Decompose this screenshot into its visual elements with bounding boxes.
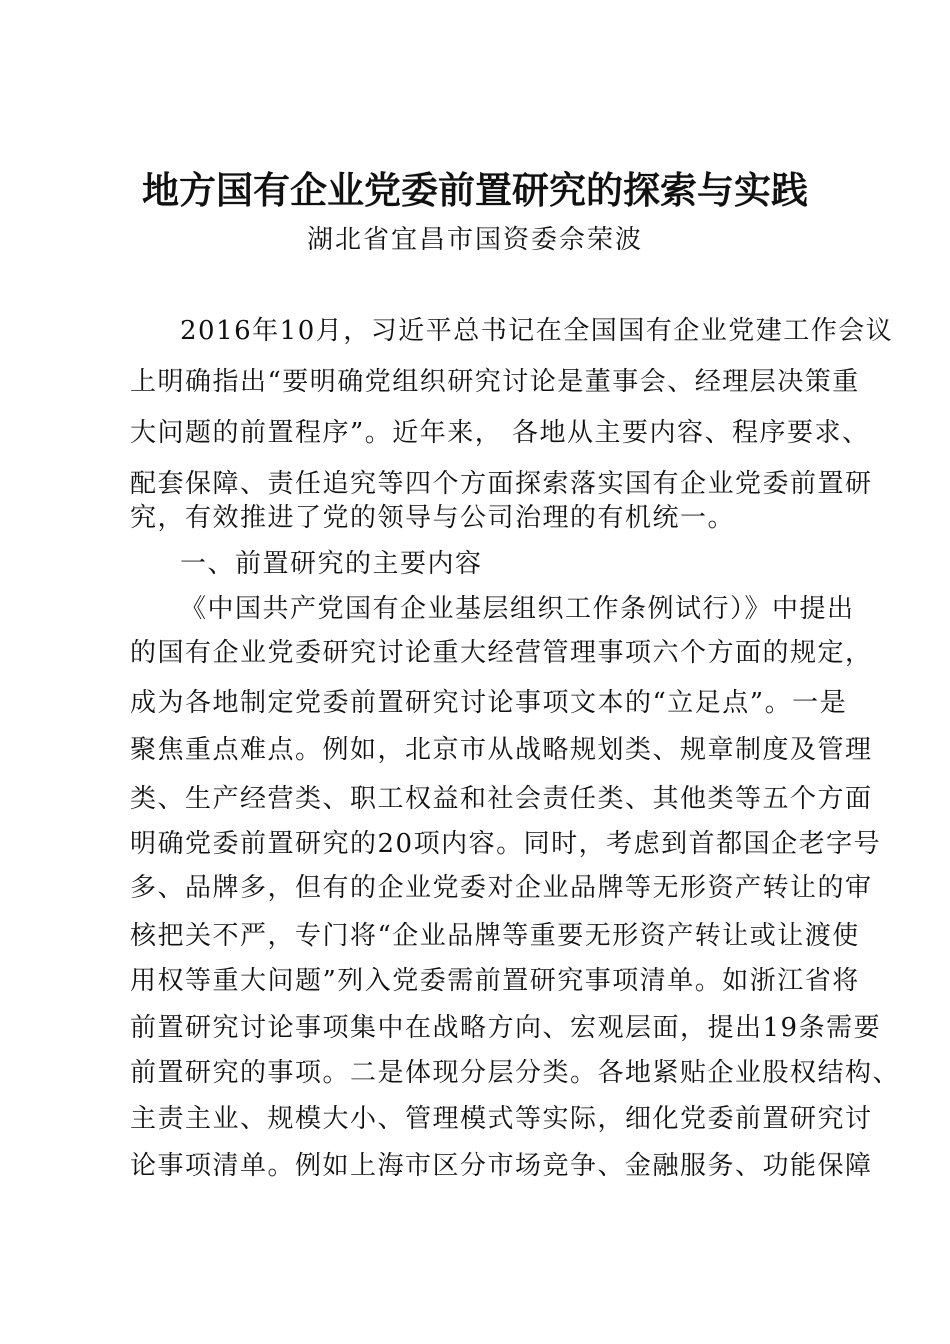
text-line: 主责主业、规模大小、管理模式等实际，细化党委前置研究讨 [130,1104,873,1134]
text-line: 多、品牌多，但有的企业党委对企业品牌等无形资产转让的审 [130,873,873,903]
text-line: 究，有效推进了党的领导与公司治理的有机统一。 [130,503,736,533]
text-line: 的国有企业党委研究讨论重大经营管理事项六个方面的规定， [130,638,873,668]
document-title: 地方国有企业党委前置研究的探索与实践 [142,168,808,212]
text-line: 成为各地制定党委前置研究讨论事项文本的“立足点”。一是 [130,688,848,718]
document-author: 湖北省宜昌市国资委佘荣波 [306,225,643,255]
text-line: 用权等重大问题”列入党委需前置研究事项清单。如浙江省将 [130,966,860,996]
text-line: 大问题的前置程序”。近年来， 各地从主要内容、程序要求、 [130,418,870,448]
text-line: 上明确指出“要明确党组织研究讨论是董事会、经理层决策重 [130,367,860,397]
text-line: 前置研究的事项。二是体现分层分类。各地紧贴企业股权结构、 [130,1058,901,1088]
text-line: 配套保障、责任追究等四个方面探索落实国有企业党委前置研 [130,469,873,499]
text-line: 论事项清单。例如上海市区分市场竞争、金融服务、功能保障 [130,1151,873,1181]
section-heading: 一、前置研究的主要内容 [180,549,483,579]
text-line: 聚焦重点难点。例如，北京市从战略规划类、规章制度及管理 [130,735,873,765]
text-line: 《中国共产党国有企业基层组织工作条例试行）》中提出 [180,594,855,624]
text-line: 前置研究讨论事项集中在战略方向、宏观层面，提出19条需要 [130,1013,882,1043]
text-line: 类、生产经营类、职工权益和社会责任类、其他类等五个方面 [130,784,873,814]
text-line: 明确党委前置研究的20项内容。同时，考虑到首都国企老字号 [130,829,882,859]
text-line: 2016年10月，习近平总书记在全国国有企业党建工作会议 [180,316,894,346]
text-line: 核把关不严，专门将“企业品牌等重要无形资产转让或让渡使 [130,921,860,951]
